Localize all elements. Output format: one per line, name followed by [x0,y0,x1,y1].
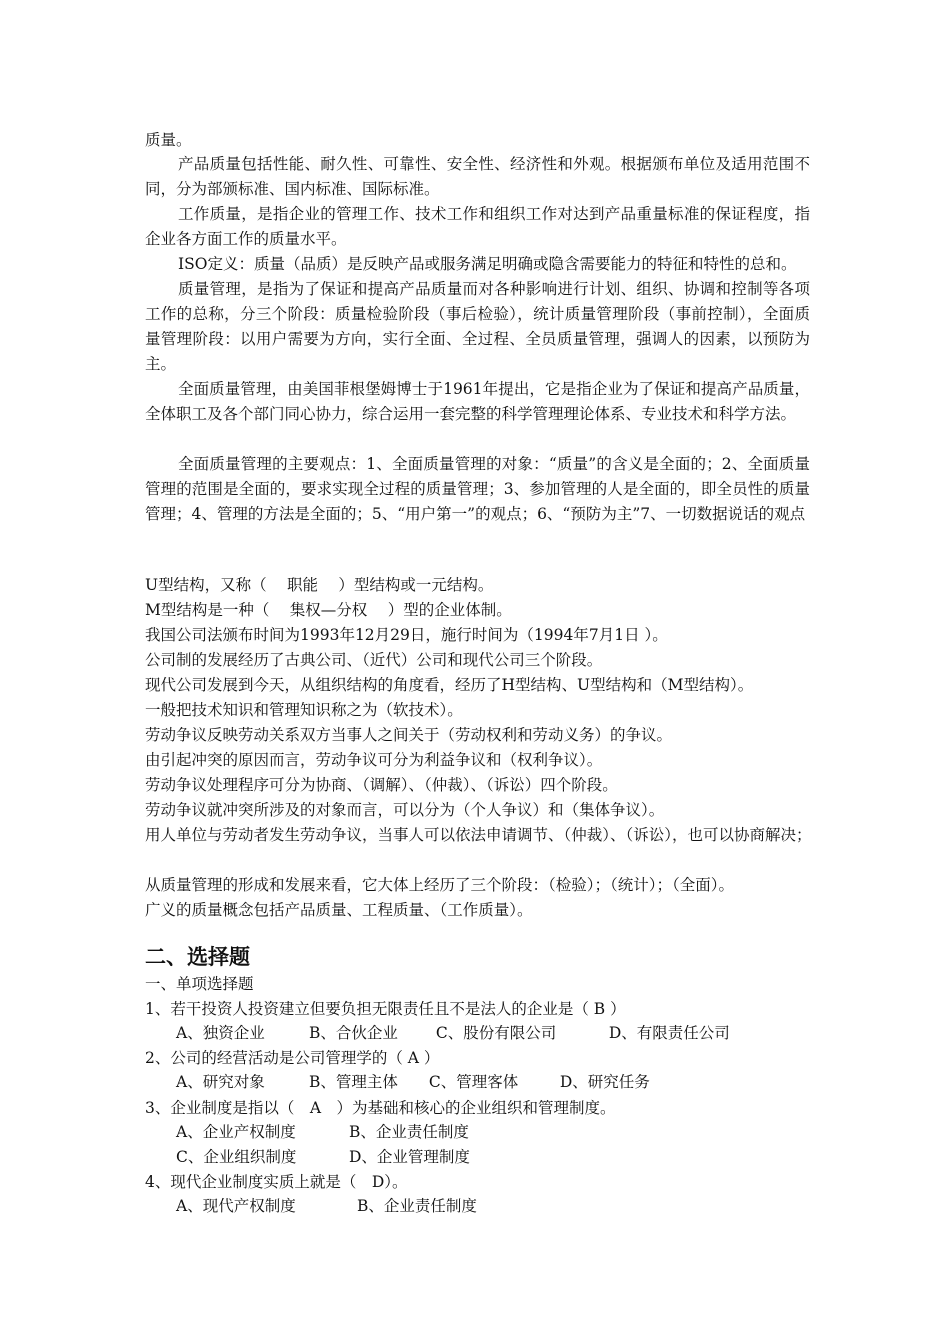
question-4: 4、现代企业制度实质上就是（ D）。 [145,1173,408,1191]
option-b: B、管理主体 [308,1073,398,1091]
question-2: 2、公司的经营活动是公司管理学的（ A ） [145,1049,440,1067]
option-a: A、研究对象 [176,1073,265,1091]
option-d: D、研究任务 [559,1073,650,1091]
fill-line: 劳动争议反映劳动关系双方当事人之间关于（劳动权利和劳动义务）的争议。 [145,726,673,744]
option-d: D、有限责任公司 [608,1024,730,1042]
paragraph-quality-management: 质量管理，是指为了保证和提高产品质量而对各种影响进行计划、组织、协调和控制等各项工作的总称，分三个阶段：质量检验阶段（事后检验），统计质量管理阶段（事前控制），全面质量管理阶段：以用户需要为方向，实行全面、全过程、全员质量管理，强调人的因素，以预防为主。 [145,280,810,373]
question-1-options [176,1021,730,1045]
question-4-options [176,1194,477,1218]
fill-line: 广义的质量概念包括产品质量、工程质量、（工作质量）。 [145,901,533,919]
fill-line: 劳动争议就冲突所涉及的对象而言，可以分为（个人争议）和（集体争议）。 [145,801,665,819]
option-b: B、企业责任制度 [348,1123,469,1141]
paragraph-iso-definition: ISO定义：质量（品质）是反映产品或服务满足明确或隐含需要能力的特征和特性的总和。 [178,255,797,273]
option-a: A、独资企业 [176,1024,265,1042]
question-2-options [176,1070,650,1094]
fill-line: 现代公司发展到今天，从组织结构的角度看，经历了H型结构、U型结构和（M型结构）。 [145,676,754,694]
paragraph-product-quality: 产品质量包括性能、耐久性、可靠性、安全性、经济性和外观。根据颁布单位及适用范围不同，分为部颁标准、国内标准、国际标准。 [145,155,810,198]
fill-line: 公司制的发展经历了古典公司、（近代）公司和现代公司三个阶段。 [145,651,603,669]
option-c: C、企业组织制度 [176,1148,297,1166]
fill-line: 由引起冲突的原因而言，劳动争议可分为利益争议和（权利争议）。 [145,751,603,769]
paragraph-fragment: 质量。 [145,131,192,149]
fill-line: 我国公司法颁布时间为1993年12月29日，施行时间为（1994年7月1日 ）。 [145,626,668,644]
paragraph-tqm: 全面质量管理，由美国菲根堡姆博士于1961年提出，它是指企业为了保证和提高产品质量，全体职工及各个部门同心协力，综合运用一套完整的科学管理理论体系、专业技术和科学方法。 [145,380,810,423]
section-subheading: 一、单项选择题 [145,975,254,993]
question-3: 3、企业制度是指以（ A ）为基础和核心的企业组织和管理制度。 [145,1099,616,1117]
question-1: 1、若干投资人投资建立但要负担无限责任且不是法人的企业是（ B ） [145,1000,626,1018]
option-c: C、管理客体 [428,1073,519,1091]
fill-line: 一般把技术知识和管理知识称之为（软技术）。 [145,701,463,719]
option-a: A、现代产权制度 [176,1197,296,1215]
question-3-options-row1 [176,1120,469,1144]
paragraph-tqm-viewpoints: 全面质量管理的主要观点：1、全面质量管理的对象：“质量”的含义是全面的；2、全面质量管理的范围是全面的，要求实现全过程的质量管理；3、参加管理的人是全面的，即全员性的质量管理；4、管理的方法是全面的；5、“用户第一”的观点；6、“预防为主”7、一切数据说话的观点 [145,455,810,523]
fill-line: 劳动争议处理程序可分为协商、（调解）、（仲裁）、（诉讼）四个阶段。 [145,776,618,794]
question-3-options-row2 [176,1145,470,1169]
option-b: B、合伙企业 [308,1024,398,1042]
fill-line: 用人单位与劳动者发生劳动争议，当事人可以依法申请调节、（仲裁）、（诉讼），也可以协商解决； [145,826,812,844]
section-heading: 二、选择题 [145,945,250,969]
option-a: A、企业产权制度 [176,1123,296,1141]
paragraph-work-quality: 工作质量，是指企业的管理工作、技术工作和组织工作对达到产品重量标准的保证程度，指企业各方面工作的质量水平。 [145,205,810,248]
fill-line: U型结构，又称（ 职能 ）型结构或一元结构。 [145,576,494,594]
fill-line: M型结构是一种（ 集权—分权 ）型的企业体制。 [145,601,512,619]
fill-line: 从质量管理的形成和发展来看，它大体上经历了三个阶段：（检验）；（统计）；（全面）。 [145,876,735,894]
option-c: C、股份有限公司 [435,1024,557,1042]
option-d: D、企业管理制度 [348,1148,470,1166]
option-b: B、企业责任制度 [356,1197,477,1215]
